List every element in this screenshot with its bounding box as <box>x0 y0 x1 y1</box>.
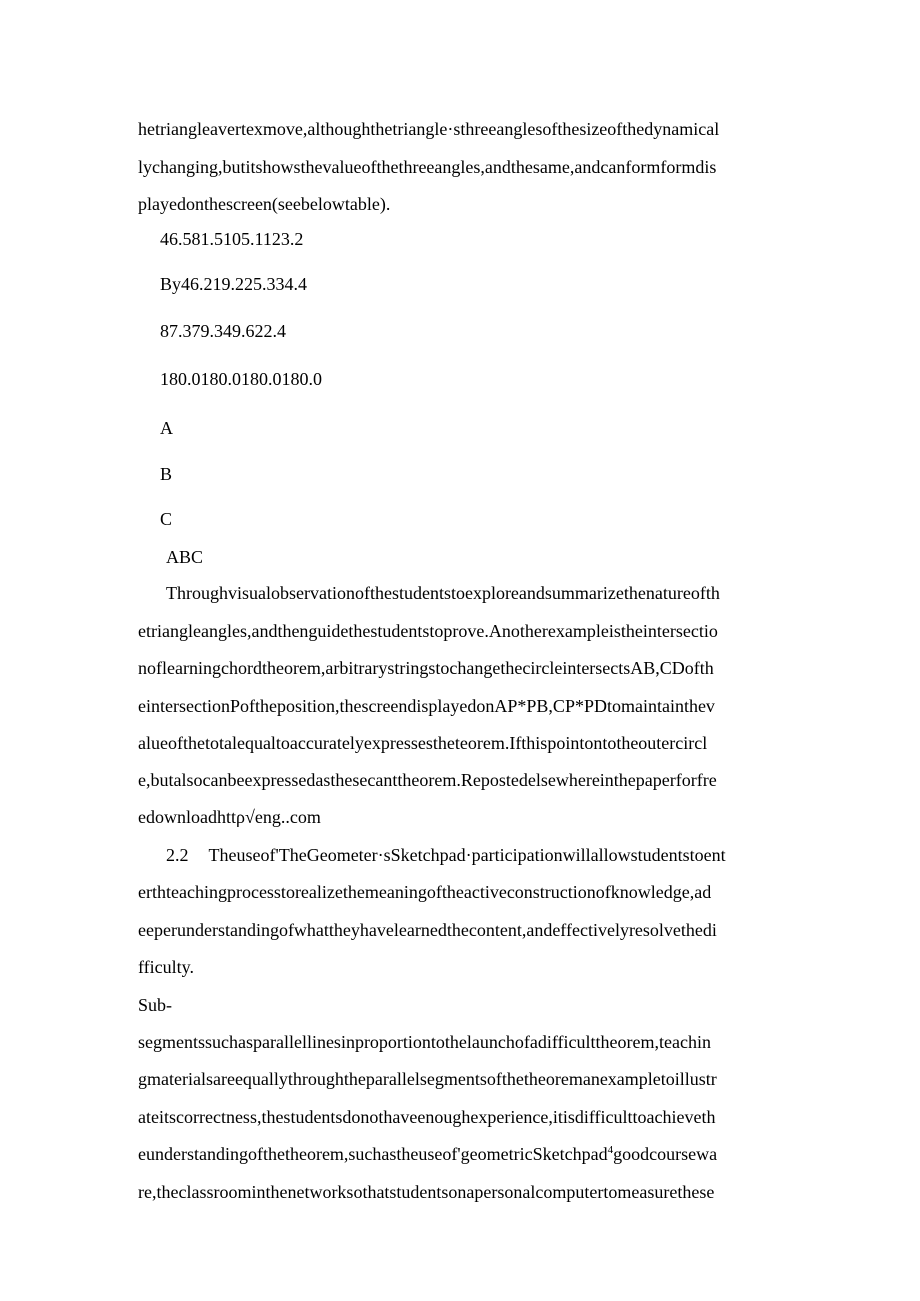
paragraph-2-line-3: noflearningchordtheorem,arbitrarystringstochangethecircleintersectsAB,CDofth <box>138 658 714 678</box>
paragraph-2-line-1: Throughvisualobservationofthestudentstoexploreandsummarizethenatureofth <box>166 583 720 603</box>
label-a: A <box>160 418 173 438</box>
table-row-2: By46.219.225.334.4 <box>160 274 308 294</box>
section-heading-line <box>166 846 726 864</box>
paragraph-2-line-4: eintersectionPoftheposition,thescreendisplayedonAP*PB,CP*PDtomaintainthev <box>138 696 715 716</box>
paragraph-3-line-5 <box>138 1145 717 1163</box>
paragraph-2-line-7: edownloadhttρ√eng..com <box>138 807 321 827</box>
paragraph-1-line-2: lychanging,butitshowsthevalueofthethreeangles,andthesame,andcanformformdis <box>138 157 717 177</box>
table-row-1: 46.581.5105.1123.2 <box>160 229 304 249</box>
paragraph-3-line-4: ateitscorrectness,thestudentsdonothaveenoughexperience,itisdifficulttoachieveth <box>138 1107 716 1127</box>
section-line-2: erthteachingprocesstorealizethemeaningoftheactiveconstructionofknowledge,ad <box>138 882 712 902</box>
section-line-1: Theuseof'TheGeometer·sSketchpad·participationwillallowstudentstoent <box>208 845 726 865</box>
table-row-4: 180.0180.0180.0180.0 <box>160 369 322 389</box>
label-b: B <box>160 464 173 484</box>
footnote-marker: 4 <box>607 1144 614 1156</box>
paragraph-3-line-6: re,theclassroominthenetworksothatstudentsonapersonalcomputertomeasurethese <box>138 1182 715 1202</box>
paragraph-2-line-6: e,butalsocanbeexpressedasthesecanttheorem.Repostedelsewhereinthepaperforfre <box>138 770 717 790</box>
label-abc: ABC <box>166 547 204 567</box>
paragraph-3-line-5-tail: goodcoursewa <box>613 1144 718 1164</box>
paragraph-2-line-2: etriangleangles,andthenguidethestudentstoprove.Anotherexampleistheintersectio <box>138 621 718 641</box>
section-line-4: fficulty. <box>138 957 194 977</box>
section-number: 2.2 <box>166 845 189 865</box>
paragraph-1-line-3: playedonthescreen(seebelowtable). <box>138 194 391 214</box>
paragraph-1-line-1: hetriangleavertexmove,althoughthetriangle·sthreeanglesofthesizeofthedynamical <box>138 119 720 139</box>
label-c: C <box>160 509 173 529</box>
paragraph-2-line-5: alueofthetotalequaltoaccuratelyexpressestheteorem.Ifthispointontotheoutercircl <box>138 733 708 753</box>
table-row-3: 87.379.349.622.4 <box>160 321 286 341</box>
paragraph-3-line-3: gmaterialsareequallythroughtheparallelsegmentsofthetheoremanexampletoillustr <box>138 1069 717 1089</box>
section-line-3: eeperunderstandingofwhattheyhavelearnedthecontent,andeffectivelyresolvethedi <box>138 920 717 940</box>
paragraph-3-line-5-text: eunderstandingofthetheorem,suchastheuseof'geometricSketchpad <box>138 1144 608 1164</box>
paragraph-3-line-2: segmentssuchasparallellinesinproportiontothelaunchofadifficulttheorem,teachin <box>138 1032 711 1052</box>
paragraph-3-line-1: Sub- <box>138 995 173 1015</box>
